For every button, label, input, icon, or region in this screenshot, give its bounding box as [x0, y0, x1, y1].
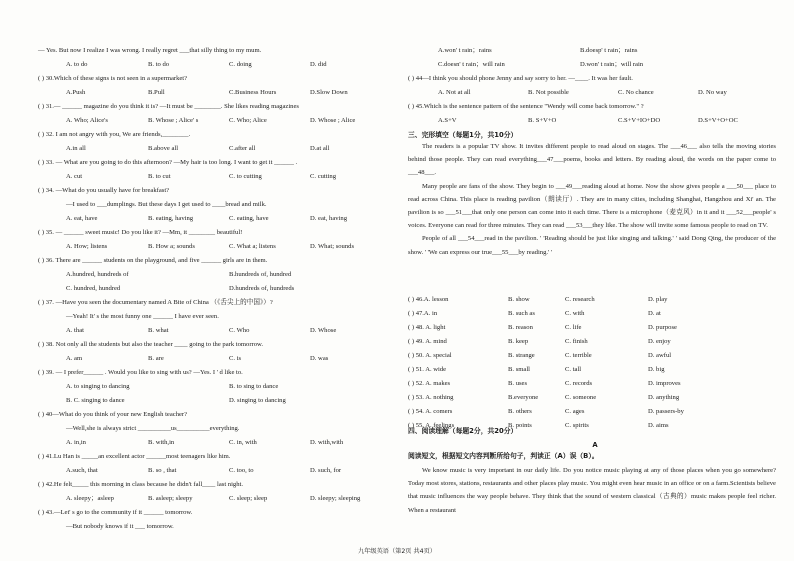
answer-option: A.won' t rain；rains	[438, 47, 492, 54]
answer-option: B. what	[148, 327, 169, 334]
answer-option: C. in, with	[229, 439, 257, 446]
answer-option: A.S+V	[438, 117, 457, 124]
answer-option: B. are	[148, 355, 164, 362]
cloze-passage	[408, 140, 776, 259]
answer-option: D. purpose	[648, 324, 677, 331]
answer-option: D. play	[648, 296, 668, 303]
answer-option: A. am	[66, 355, 83, 362]
question-text: ( ) 32. I am not angry with you, We are friends,________.	[38, 131, 191, 138]
answer-option: B.Pull	[148, 89, 165, 96]
answer-option: B. keep	[508, 338, 529, 345]
answer-option: B. show	[508, 296, 530, 303]
answer-option: —Yeah! It' s the most funny one ______ I have ever seen.	[66, 313, 219, 320]
question-text: ( ) 39. — I prefer______ . Would you like to sing with us? —Yes. I ' d like to.	[38, 369, 243, 376]
answer-option: A.such, that	[66, 467, 98, 474]
answer-option: D. enjoy	[648, 338, 671, 345]
answer-option: A.in all	[66, 145, 86, 152]
reading-paragraph: We know music is very important in our daily life. Do you notice music playing at any of those places when you go somewhere? Today most stores, stations, restaurants and other places play music. You might even hear music in an office or on a farm.Scientists believe that music influences the way people behave. They think that the sound of western classical（古典的）music makes people feel richer. When a restaurant	[408, 467, 776, 514]
answer-option: D. big	[648, 366, 665, 373]
answer-option: C. is	[229, 355, 242, 362]
answer-option: C.doesn' t rain；will rain	[438, 61, 505, 68]
answer-option: D. What; sounds	[310, 243, 355, 250]
section-3-title: 三、完形填空（每题1分，共10分）	[408, 131, 518, 139]
question-text: ( ) 44—I think you should phone Jenny and say sorry to her. —____. It was her fault.	[408, 75, 633, 82]
answer-option: A.hundred, hundreds of	[66, 271, 129, 278]
left-column	[38, 0, 403, 561]
answer-option: C. to cutting	[229, 173, 262, 180]
question-text: ( ) 51. A. wide	[408, 366, 447, 373]
answer-option: C. Who	[229, 327, 250, 334]
answer-option: C. Who; Alice	[229, 117, 267, 124]
answer-option: C. tall	[565, 366, 582, 373]
question-text: ( ) 55. A. feelings	[408, 422, 455, 429]
answer-option: C. spirits	[565, 422, 589, 429]
answer-option: —Well,she is always strict __________us__________everything.	[66, 425, 240, 432]
answer-option: D.won' t rain；will rain	[580, 61, 644, 68]
answer-option: B. others	[508, 408, 532, 415]
answer-option: C. No chance	[618, 89, 654, 96]
answer-option: C. cutting	[310, 173, 337, 180]
answer-option: D.hundreds of, hundreds	[229, 285, 295, 292]
section-4-title: 四、阅读理解（每题2分，共20分）	[408, 427, 518, 435]
answer-option: D. Whose ; Alice	[310, 117, 356, 124]
answer-option: B. Whose ; Alice' s	[148, 117, 199, 124]
question-text: ( ) 50. A. special	[408, 352, 452, 359]
answer-option: B. small	[508, 366, 530, 373]
answer-option: D. sleepy; sleeping	[310, 495, 361, 502]
cloze-paragraph-3: People of all ___54___read in the pavilion. ' 'Reading should be just like singing and talking.' ' said Dong Qing, the producer of the show. ' 'We can express our true___55___by reading.' '	[408, 235, 776, 256]
answer-option: B. uses	[508, 380, 528, 387]
question-text: ( ) 54. A. comers	[408, 408, 453, 415]
question-text: ( ) 34. —What do you usually have for breakfast?	[38, 187, 170, 194]
answer-option: C. research	[565, 296, 595, 303]
answer-option: B.hundreds of, hundred	[229, 271, 292, 278]
answer-option: C. life	[565, 324, 582, 331]
answer-option: C. finish	[565, 338, 588, 345]
answer-option: C.Business Hours	[229, 89, 277, 96]
answer-option: B. strange	[508, 352, 535, 359]
answer-option: C. someone	[565, 394, 597, 401]
answer-option: B. points	[508, 422, 532, 429]
answer-option: D. did	[310, 61, 327, 68]
question-text: ( ) 48. A. light	[408, 324, 446, 331]
answer-option: —But nobody knows if it ___ tomorrow.	[66, 523, 174, 530]
answer-option: A. to do	[66, 61, 88, 68]
answer-option: D. was	[310, 355, 329, 362]
answer-option: B. to cut	[148, 173, 171, 180]
answer-option: B. to do	[148, 61, 170, 68]
question-text: ( ) 42.He felt_____ this morning in class because he didn't fall____ last night.	[38, 481, 244, 488]
answer-option: B. so , that	[148, 467, 177, 474]
answer-option: D. Whose	[310, 327, 337, 334]
answer-option: A.Push	[66, 89, 86, 96]
answer-option: C.S+V+IO+DO	[618, 117, 661, 124]
answer-option: C. hundred, hundred	[66, 285, 121, 292]
answer-option: A. Not at all	[438, 89, 471, 96]
answer-option: C.after all	[229, 145, 256, 152]
cloze-paragraph-2: Many people are fans of the show. They begin to ___49___reading aloud at home. Now the show gives people a ___50___ place to read across China. This place is reading pavilion（朗读厅）. They are in many cities, including Shanghai, Hangzhou and Xi' an. The pavilion is so ___51___that only one person can come into it each time. There is a microphone（麦克风）in it and it ___52___people' s voices. Everyone can read for three minutes. They can read ___53___they like. The show will invite some famous people to read on TV.	[408, 182, 776, 230]
passage-a-label: A	[592, 441, 598, 449]
answer-option: C. eating, have	[229, 215, 269, 222]
answer-option: C. sleep; sleep	[229, 495, 268, 502]
answer-option: C. with	[565, 310, 585, 317]
question-text: ( ) 30.Which of these signs is not seen in a supermarket?	[38, 75, 188, 82]
answer-option: A. How; listens	[66, 243, 108, 250]
answer-option: D.Slow Down	[310, 89, 348, 96]
answer-option: A. cut	[66, 173, 83, 180]
answer-option: D. awful	[648, 352, 672, 359]
answer-option: A. eat, have	[66, 215, 98, 222]
answer-option: D. eat, having	[310, 215, 347, 222]
reading-passage	[408, 464, 776, 517]
question-text: ( ) 37. —Have you seen the documentary named A Bite of China （《舌尖上的中国》）?	[38, 299, 273, 306]
answer-option: B.everyone	[508, 394, 539, 401]
answer-option: B. S+V+O	[528, 117, 557, 124]
answer-option: C. doing	[229, 61, 252, 68]
answer-option: A. sleepy；asleep	[66, 495, 114, 502]
answer-option: B. C. singing to dance	[66, 397, 125, 404]
answer-option: D. aims	[648, 422, 669, 429]
answer-option: C. terrible	[565, 352, 592, 359]
question-text: ( ) 53. A. nothing	[408, 394, 454, 401]
question-text: ( ) 35. — ______ sweet music! Do you like it? —Mm, it ________ beautiful!	[38, 229, 243, 236]
answer-option: D. No way	[698, 89, 727, 96]
question-text: ( ) 36. There are ______ students on the playground, and five ______ girls are in them.	[38, 257, 268, 264]
answer-option: A. in,in	[66, 439, 86, 446]
answer-option: A. to singing to dancing	[66, 383, 130, 390]
answer-option: D. such, for	[310, 467, 342, 474]
answer-option: B.doesp' t rain；rains	[580, 47, 638, 54]
question-text: ( ) 38. Not only all the students but also the teacher ____ going to the park tomorrow.	[38, 341, 263, 348]
right-column	[408, 0, 782, 561]
question-text: ( ) 33. — What are you going to do this afternoon? —My hair is too long. I want to get it ______ .	[38, 159, 298, 166]
answer-option: D. passers-by	[648, 408, 684, 415]
answer-option: D. anything	[648, 394, 680, 401]
question-text: ( ) 47.A. in	[408, 310, 438, 317]
question-text: — Yes. But now I realize I was wrong. I really regret ___that silly thing to my mum.	[38, 47, 262, 54]
question-text: ( ) 49. A. mind	[408, 338, 447, 345]
answer-option: B. asleep; sleepy	[148, 495, 193, 502]
question-text: ( ) 45.Which is the sentence pattern of the sentence "Wendy will come back tomorrow." ?	[408, 103, 644, 110]
question-text: ( ) 41.Lu Han is _____an excellent actor ______most teenagers like him.	[38, 453, 231, 460]
cloze-paragraph-1: The readers is a popular TV show. It invites different people to read aloud on stages. The ___46___ also tells the moving stories behind those people. They can read everything___47___poems, books and letters. By reading aloud, the words on the paper come to ___48___.	[408, 143, 776, 177]
question-text: ( ) 52. A. makes	[408, 380, 451, 387]
answer-option: B.above all	[148, 145, 179, 152]
answer-option: B. reason	[508, 324, 533, 331]
answer-option: B. such as	[508, 310, 535, 317]
answer-option: C. records	[565, 380, 593, 387]
question-text: ( ) 40—What do you think of your new English teacher?	[38, 411, 188, 418]
answer-option: C. ages	[565, 408, 585, 415]
answer-option: B. eating, having	[148, 215, 194, 222]
answer-option: —I used to ___dumplings. But these days I get used to ____bread and milk.	[66, 201, 267, 208]
question-text: ( ) 31.— ______ magazine do you think it is? —It must be ________. She likes reading magazines	[38, 103, 299, 110]
answer-option: D.S+V+O+OC	[698, 117, 738, 124]
answer-option: D. with,with	[310, 439, 344, 446]
reading-instruction: 阅读短文，根据短文内容判断所给句子，判读正（A）误（B）。	[408, 452, 599, 460]
answer-option: D. singing to dancing	[229, 397, 286, 404]
answer-option: C. What a; listens	[229, 243, 276, 250]
answer-option: D.at all	[310, 145, 330, 152]
answer-option: B. to sing to dance	[229, 383, 279, 390]
question-text: ( ) 46.A. lesson	[408, 296, 449, 303]
answer-option: D. at	[648, 310, 661, 317]
answer-option: B. Not possible	[528, 89, 569, 96]
answer-option: A. that	[66, 327, 84, 334]
answer-option: B. How a; sounds	[148, 243, 195, 250]
answer-option: B. with,in	[148, 439, 175, 446]
answer-option: D. improves	[648, 380, 681, 387]
question-text: ( ) 43.—Let' s go to the community if it ______ tomorrow.	[38, 509, 193, 516]
answer-option: C. too, to	[229, 467, 254, 474]
page-footer: 九年级英语（第2页 共4页）	[358, 548, 436, 555]
answer-option: A. Who; Alice's	[66, 117, 108, 124]
